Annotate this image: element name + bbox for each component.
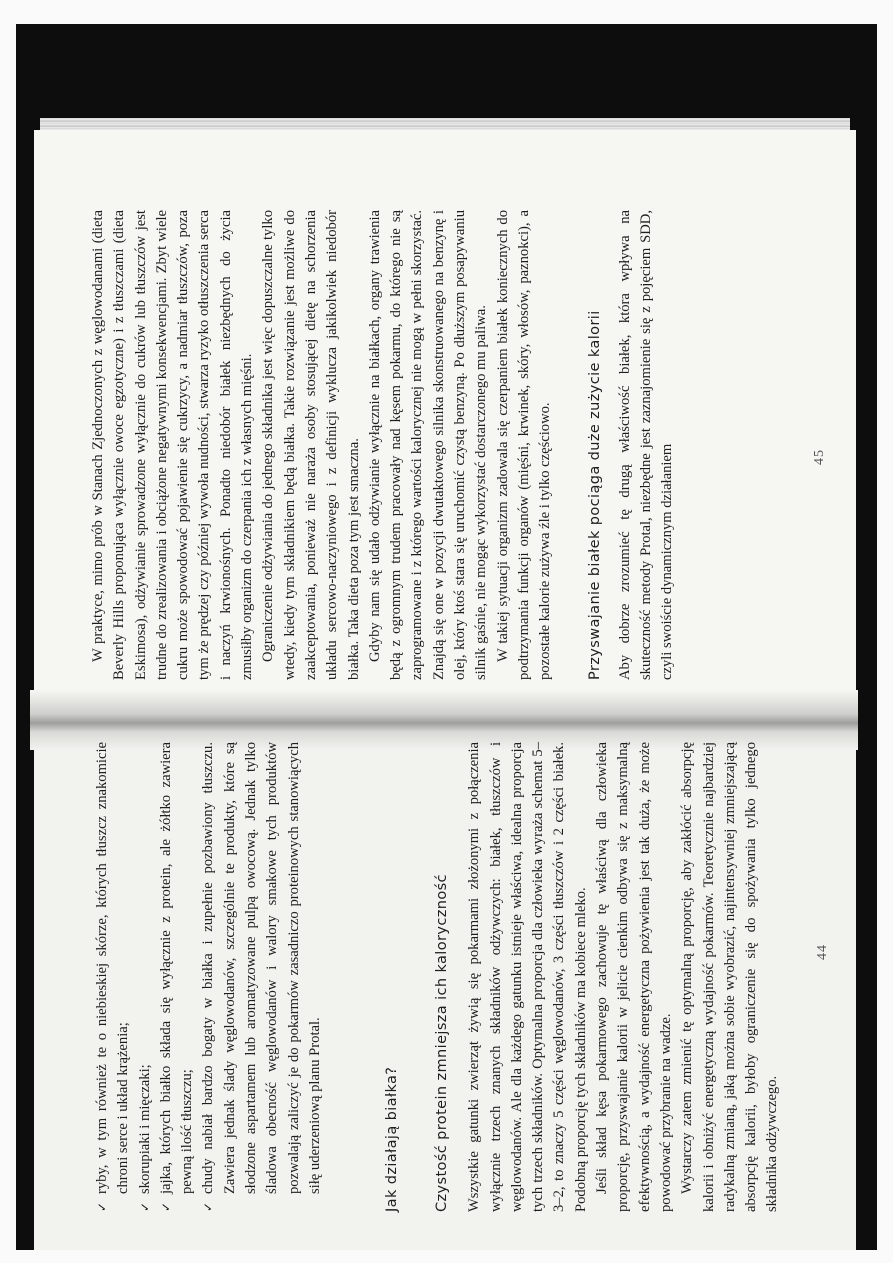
section-heading-proteins: Jak działają białka? xyxy=(384,1066,401,1212)
left-page-content xyxy=(92,742,812,1212)
checkmark-icon: ✓ xyxy=(158,1201,173,1212)
section-heading-purity: Czystość protein zmniejsza ich kaloryczność xyxy=(434,874,451,1212)
right-page-content xyxy=(88,210,788,680)
paragraph: Aby dobrze zrozumieć tę drugą właściwość białek, która wpływa na skuteczność metody Protal, niezbędne jest zaznajomienie się z pojęciem SDD, czyli swoiście dynamicznym działaniem xyxy=(616,210,676,680)
page-number-right: 45 xyxy=(812,449,827,465)
paragraph: W praktyce, mimo prób w Stanach Zjednoczonych z węglowodanami (dieta Beverly Hills proponująca wyłącznie owoce egzotyczne) i z tłuszczami (dieta Eskimosa), odżywianie sprowadzone wyłącznie do cukrów lub tłuszczów jest trudne do zrealizowania i obciążone negatywnymi konsekwencjami. Zbyt wiele cukru może spowodować pojawienie się cukrzycy, a nadmiar tłuszczów, poza tym że prędzej czy później wywoła nudności, stwarza ryzyko otłuszczenia serca i naczyń krwionośnych. Ponadto niedobór białek niezbędnych do życia zmusiłby organizm do czerpania ich z własnych mięśni. xyxy=(90,210,256,680)
list-item: ✓chudy nabiał bardzo bogaty w białka i zupełnie pozbawiony tłuszczu. Zawiera jednak ślady węglowodanów, szczególnie te produkty, które są słodzone aspartamem lub aromatyzowane pulpą owocową. Jednak tylko śladowa obecność węglowodanów i walory smakowe tych produktów pozwalają zaliczyć je do pokarmów zasadniczo proteinowych stanowiących siłę uderzeniową planu Protal. xyxy=(200,742,323,1212)
list-item: ✓ryby, w tym również te o niebieskiej skórze, których tłuszcz znakomicie chroni serce i układ krążenia; xyxy=(94,742,132,1212)
paragraph: W takiej sytuacji organizm zadowala się czerpaniem białek koniecznych do podtrzymania funkcji organów (mięśni, krwinek, skóry, włosów, paznokci), a pozostałe kalorie zużywa źle i tylko częściowo. xyxy=(494,210,554,680)
list-item: ✓skorupiaki i mięczaki; xyxy=(135,742,156,1212)
paragraph: Ograniczenie odżywiania do jednego składnika jest więc dopuszczalne tylko wtedy, kiedy tym składnikiem będą białka. Takie rozwiązanie jest możliwe do zaakceptowania, ponieważ nie naraża osoby stosującej dietę na schorzenia układu sercowo-naczyniowego i z definicji wyklucza jakikolwiek niedobór białka. Taka dieta poza tym jest smaczna. xyxy=(260,210,362,680)
book-gutter xyxy=(30,690,858,750)
paragraph: Wszystkie gatunki zwierząt żywią się pokarmami złożonymi z połączenia wyłącznie trzech znanych składników odżywczych: białek, tłuszczów i węglowodanów. Ale dla każdego gatunku istnieje właściwa, idealna proporcja tych trzech składników. Optymalna proporcja dla człowieka wyraża schemat 5–3–2, to znaczy 5 części węglowodanów, 3 części tłuszczów i 2 części białek. Podobną proporcję tych składników ma kobiece mleko. xyxy=(466,742,589,1212)
list-item: ✓jajka, których białko składa się wyłącznie z protein, ale żółtko zawiera pewną ilość tłuszczu; xyxy=(157,742,196,1212)
paragraph: Wystarczy zatem zmienić tę optymalną proporcję, aby zakłócić absorpcję kalorii i obniżyć energetyczną wydajność pokarmów. Teoretycznie najbardziej radykalną zmianą, jaką można sobie wyobrazić, najintensywniej zmniejszającą absorpcję kalorii, byłoby ograniczenie się do spożywania tylko jednego składnika odżywczego. xyxy=(679,742,781,1212)
section-heading-absorption: Przyswajanie białek pociąga duże zużycie kalorii xyxy=(586,310,603,680)
checkmark-icon: ✓ xyxy=(137,1201,152,1212)
checkmark-icon: ✓ xyxy=(201,1201,216,1212)
paragraph: Gdyby nam się udało odżywianie wyłącznie na białkach, organy trawienia będą z ogromnym trudem pracowały nad kęsem pokarmu, do którego nie są zaprogramowane i z którego wartości kalorycznej nie mogą w pełni skorzystać. Znajdą się one w pozycji dwutaktowego silnika skonstruowanego na benzynę i olej, który ktoś stara się uruchomić czystą benzyną. Po dłuższym posapywaniu silnik gaśnie, nie mogąc wykorzystać dostarczonego mu paliwa. xyxy=(366,210,490,680)
page-number-left: 44 xyxy=(815,944,830,960)
food-bullet-list xyxy=(92,742,326,1212)
checkmark-icon: ✓ xyxy=(95,1201,109,1212)
paragraph: Jeśli skład kęsa pokarmowego zachowuje tę właściwą dla człowieka proporcję, przyswajanie kalorii w jelicie cienkim odbywa się z maksymalną efektywnością, a wydajność energetyczna pożywienia jest tak duża, że może powodować przybranie na wadze. xyxy=(594,742,674,1212)
